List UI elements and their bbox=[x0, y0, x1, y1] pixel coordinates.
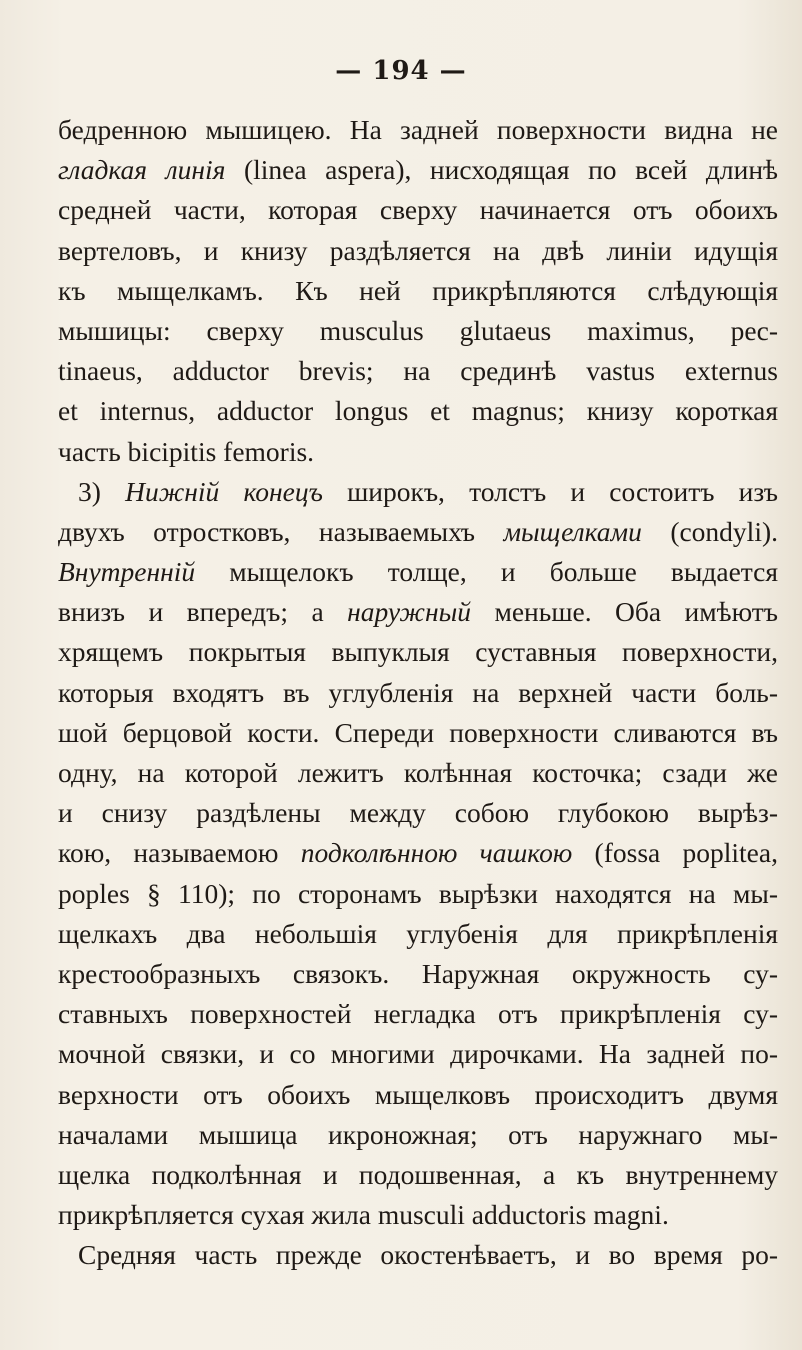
text-segment: средней части, которая сверху начинается отъ обоихъ bbox=[58, 194, 778, 226]
italic-term: гладкая линія bbox=[58, 154, 226, 186]
text-segment: ставныхъ поверхностей негладка отъ прикрѣпленія су- bbox=[58, 998, 778, 1030]
text-segment: и снизу раздѣлены между собою глубокою вырѣз- bbox=[58, 797, 778, 829]
text-line bbox=[58, 994, 778, 1034]
text-line bbox=[58, 351, 778, 391]
text-line bbox=[58, 1195, 778, 1235]
text-line bbox=[58, 271, 778, 311]
text-line bbox=[58, 432, 778, 472]
text-segment: широкъ, толстъ и состоитъ изъ bbox=[322, 475, 778, 507]
text-line bbox=[58, 592, 778, 632]
text-segment: хрящемъ покрытыя выпуклыя суставныя поверхности, bbox=[58, 636, 778, 668]
text-segment: poples § 110); по сторонамъ вырѣзки находятся на мы- bbox=[58, 877, 778, 909]
text-segment: внизъ и впередъ; а bbox=[58, 596, 348, 628]
text-segment: прикрѣпляется сухая жила musculi adductoris magni. bbox=[58, 1199, 669, 1231]
text-segment: щелка подколѣнная и подошвенная, а къ внутреннему bbox=[58, 1158, 778, 1190]
text-segment: меньше. Оба имѣютъ bbox=[471, 596, 778, 628]
text-line bbox=[58, 673, 778, 713]
text-line bbox=[58, 753, 778, 793]
italic-term: Внутренній bbox=[58, 556, 196, 588]
text-segment: которыя входятъ въ углубленія на верхней части боль- bbox=[58, 676, 778, 708]
text-segment: вертеловъ, и книзу раздѣляется на двѣ линіи идущія bbox=[58, 234, 778, 266]
text-line bbox=[58, 472, 778, 512]
text-line bbox=[58, 874, 778, 914]
text-segment: tinaeus, adductor brevis; на срединѣ vastus externus bbox=[58, 355, 778, 387]
text-segment: верхности отъ обоихъ мыщелковъ происходитъ двумя bbox=[58, 1078, 778, 1110]
italic-term: Нижній конецъ bbox=[125, 475, 323, 507]
text-line bbox=[58, 311, 778, 351]
text-segment: щелкахъ два небольшія углубенія для прикрѣпленія bbox=[58, 917, 778, 949]
text-line bbox=[58, 632, 778, 672]
text-line bbox=[58, 110, 778, 150]
text-line bbox=[58, 512, 778, 552]
text-segment: бедренною мышицею. На задней поверхности видна не bbox=[58, 114, 778, 145]
text-line bbox=[58, 1155, 778, 1195]
text-segment: (linea aspera), нисходящая по всей длинѣ bbox=[225, 154, 778, 186]
text-segment: 3) bbox=[78, 475, 126, 507]
text-line bbox=[58, 1075, 778, 1115]
text-line bbox=[58, 793, 778, 833]
text-segment: къ мыщелкамъ. Къ ней прикрѣпляются слѣдующія bbox=[58, 274, 778, 306]
text-segment: et internus, adductor longus et magnus; книзу короткая bbox=[58, 395, 778, 427]
text-segment: Средняя часть прежде окостенѣваетъ, и во время ро- bbox=[78, 1239, 778, 1271]
text-segment: мочной связки, и со многими дирочками. На задней по- bbox=[58, 1038, 778, 1070]
page-number: — 194 — bbox=[335, 56, 467, 86]
italic-term: мыщелками bbox=[503, 515, 642, 547]
text-line bbox=[58, 1034, 778, 1074]
text-segment: мыщелокъ толще, и больше выдается bbox=[195, 556, 778, 588]
text-line bbox=[58, 1115, 778, 1155]
text-line bbox=[58, 190, 778, 230]
text-segment: двухъ отростковъ, называемыхъ bbox=[58, 515, 504, 547]
text-line bbox=[58, 954, 778, 994]
text-line bbox=[58, 833, 778, 873]
text-line bbox=[58, 914, 778, 954]
text-segment: часть bicipitis femoris. bbox=[58, 435, 315, 467]
body-text bbox=[58, 110, 778, 1275]
text-segment: (fossa poplitea, bbox=[572, 837, 778, 869]
italic-term: наружный bbox=[347, 596, 471, 628]
text-line bbox=[58, 150, 778, 190]
text-segment: крестообразныхъ связокъ. Наружная окружность су- bbox=[58, 957, 778, 989]
text-segment: началами мышица икроножная; отъ наружнаго мы- bbox=[58, 1118, 778, 1150]
text-line bbox=[58, 231, 778, 271]
text-line bbox=[58, 391, 778, 431]
italic-term: подколѣнною чашкою bbox=[300, 837, 573, 869]
text-line bbox=[58, 713, 778, 753]
text-line bbox=[58, 552, 778, 592]
text-segment: (condyli). bbox=[641, 515, 778, 547]
text-line bbox=[58, 1235, 778, 1275]
text-segment: мышицы: сверху musculus glutaeus maximus, pec- bbox=[58, 314, 778, 346]
text-segment: шой берцовой кости. Спереди поверхности сливаются въ bbox=[58, 716, 778, 748]
text-segment: одну, на которой лежитъ колѣнная косточка; сзади же bbox=[58, 757, 778, 788]
text-segment: кою, называемою bbox=[58, 837, 301, 869]
